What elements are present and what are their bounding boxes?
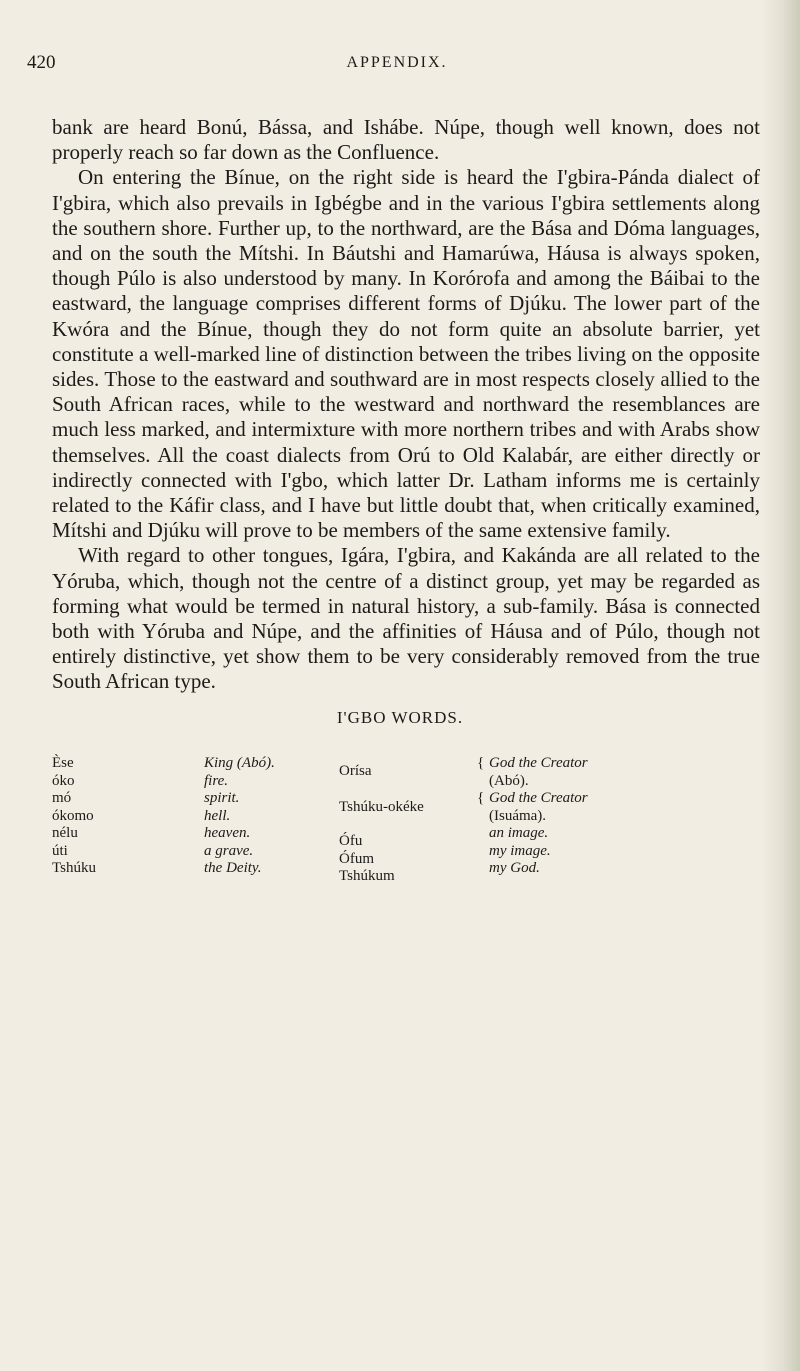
paragraph-3: With regard to other tongues, Igára, I'gbira, and Kakánda are all related to the Yóruba, which, though not the centre of a distinct group, yet may be regarded as forming what would be termed in natural history, a sub-family. Bása is connected both with Yóruba and Núpe, and the affinities of Háusa and of Púlo, though not entirely distinctive, yet show them to be very considerably removed from the true South African type. <box>52 543 760 694</box>
page-edge-shadow <box>762 0 800 1371</box>
vocab-word: Ófum <box>339 850 374 867</box>
vocab-word: Orísa <box>339 763 372 779</box>
vocab-meaning: { God the Creator <box>477 790 588 806</box>
vocab-meaning: an image. <box>489 825 549 841</box>
vocab-word: mó <box>52 790 72 806</box>
vocab-col-meanings <box>204 755 344 878</box>
vocab-meaning: heaven. <box>204 825 251 841</box>
vocab-word: nélu <box>52 825 78 841</box>
vocab-word: Èse <box>52 755 74 771</box>
vocab-meaning: hell. <box>204 807 231 824</box>
vocab-word: Ófu <box>339 833 363 849</box>
vocab-meaning: a grave. <box>204 842 254 859</box>
vocab-meaning: King (Abó). <box>204 755 275 771</box>
vocab-col-meanings-2 <box>477 755 777 878</box>
paragraph-1: bank are heard Bonú, Bássa, and Ishábe. Núpe, though well known, does not properly reach so far down as the Confluence. <box>52 115 760 165</box>
vocab-title: I'GBO WORDS. <box>336 708 464 727</box>
vocab-meaning: (Isuáma). <box>489 807 547 824</box>
body-text <box>52 115 760 695</box>
vocab-word: óko <box>52 772 75 789</box>
brace-icon: { <box>477 755 485 771</box>
vocab-meaning: fire. <box>204 772 229 789</box>
vocab-meaning: my God. <box>489 860 540 876</box>
paragraph-2: On entering the Bínue, on the right side is heard the I'gbira-Pánda dialect of I'gbira, which also prevails in Igbégbe and in the various I'gbira settlements along the southern shore. Further up, to the northward, are the Bása and Dóma languages, and on the south the Mítshi. In Báutshi and Hamarúwa, Háusa is always spoken, though Púlo is also understood by many. In Korórofa and among the Báibai to the eastward, the language comprises different forms of Djúku. The lower part of the Kwóra and the Bínue, though they do not form quite an absolute barrier, yet constitute a well-marked line of distinction between the tribes living on the opposite sides. Those to the eastward and southward are in most respects closely allied to the South African races, while to the westward and northward the resemblances are much less marked, and intermixture with more northern tribes and with Arabs show themselves. All the coast dialects from Orú to Old Kalabár, are either directly or indirectly connected with I'gbo, which latter Dr. Latham informs me is certainly related to the Káfir class, and I have but little doubt that, when critically examined, Mítshi and Djúku will prove to be members of the same extensive family. <box>52 165 760 543</box>
vocab-word: Tshúkum <box>339 868 395 884</box>
page-header <box>27 52 767 82</box>
vocab-meaning: the Deity. <box>204 860 262 876</box>
vocab-meaning: my image. <box>489 842 551 859</box>
vocab-meaning: (Abó). <box>489 772 529 789</box>
page-number: 420 <box>27 52 56 73</box>
vocab-word: Tshúku <box>52 860 96 876</box>
running-head: APPENDIX. <box>346 54 448 71</box>
vocab-meaning: spirit. <box>204 790 240 806</box>
vocab-meaning: { God the Creator <box>477 755 588 771</box>
vocab-word: úti <box>52 842 68 859</box>
vocab-word: Tshúku-okéke <box>339 798 424 815</box>
vocab-col-words <box>52 755 192 878</box>
vocab-col-words-2 <box>339 755 479 886</box>
brace-icon: { <box>477 790 485 806</box>
vocab-word: ókomo <box>52 807 94 824</box>
